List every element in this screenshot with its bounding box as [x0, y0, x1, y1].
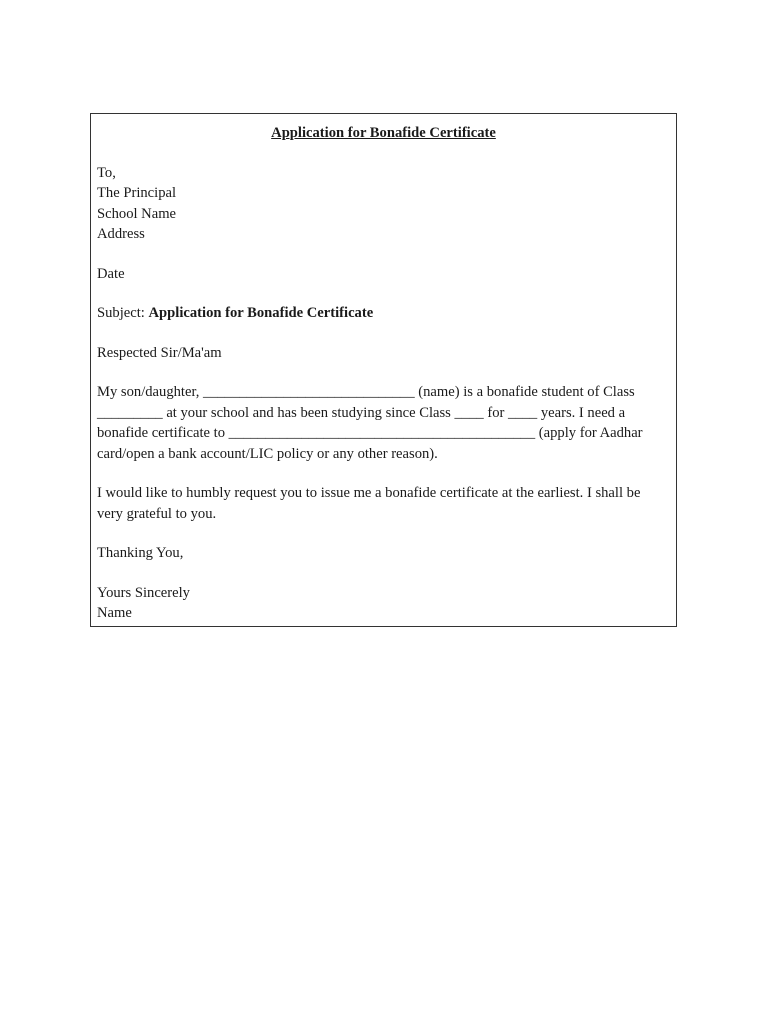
body-paragraph-2: I would like to humbly request you to issue me a bonafide certificate at the earliest. I shall be very grateful to you.: [97, 485, 641, 522]
date-line: Date: [97, 265, 125, 282]
subject-line: [97, 303, 670, 324]
subject-label: Subject:: [97, 305, 145, 321]
letter-box: [90, 113, 677, 627]
addressee-line: The Principal: [97, 185, 177, 201]
salutation: Respected Sir/Ma'am: [97, 344, 222, 361]
subject-text: Application for Bonafide Certificate: [148, 305, 374, 321]
addressee-line: To,: [97, 164, 116, 181]
letter-title: Application for Bonafide Certificate: [271, 125, 496, 141]
signoff-name: Name: [97, 605, 132, 621]
closing: Thanking You,: [97, 545, 184, 561]
addressee-line: Address: [97, 226, 145, 242]
signoff-line: Yours Sincerely: [97, 584, 190, 601]
addressee-line: School Name: [97, 205, 177, 222]
body-paragraph-1: My son/daughter, _____________________________ (name) is a bonafide student of Class _________ at your school and has been studying since Class ____ for ____ years. I need a bonafide certificate to __________________________________________ (apply for Aadhar card/open a bank account/LIC policy or any other reason).: [97, 384, 643, 462]
signoff-block: [97, 583, 670, 624]
addressee-block: [97, 163, 670, 245]
